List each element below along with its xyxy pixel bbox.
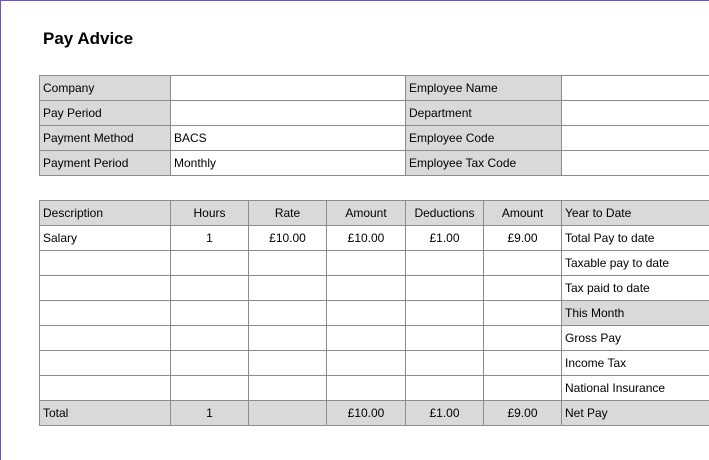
total-amount2: £9.00 bbox=[484, 401, 562, 426]
cell-amount2 bbox=[484, 251, 562, 276]
column-header: Amount bbox=[327, 201, 406, 226]
info-value bbox=[562, 126, 709, 151]
cell-hours bbox=[171, 276, 249, 301]
page-title: Pay Advice bbox=[43, 29, 134, 48]
employee-info-table bbox=[39, 75, 709, 176]
column-header: Amount bbox=[484, 201, 562, 226]
cell-hours bbox=[171, 376, 249, 401]
info-label: Payment Method bbox=[40, 126, 171, 151]
cell-rate bbox=[249, 326, 327, 351]
info-value: BACS bbox=[171, 126, 406, 151]
info-row bbox=[40, 101, 709, 126]
cell-amount2 bbox=[484, 376, 562, 401]
info-row bbox=[40, 151, 709, 176]
cell-description: Salary bbox=[40, 226, 171, 251]
cell-deductions bbox=[406, 326, 484, 351]
total-description: Total bbox=[40, 401, 171, 426]
cell-amount bbox=[327, 351, 406, 376]
info-label: Payment Period bbox=[40, 151, 171, 176]
total-hours: 1 bbox=[171, 401, 249, 426]
cell-deductions bbox=[406, 376, 484, 401]
cell-description bbox=[40, 351, 171, 376]
total-amount: £10.00 bbox=[327, 401, 406, 426]
info-label: Company bbox=[40, 76, 171, 101]
summary-label: National Insurance bbox=[562, 376, 709, 401]
table-row bbox=[40, 326, 709, 351]
column-header: Hours bbox=[171, 201, 249, 226]
summary-label: Gross Pay bbox=[562, 326, 709, 351]
table-row bbox=[40, 276, 709, 301]
info-value bbox=[562, 76, 709, 101]
info-label: Employee Tax Code bbox=[406, 151, 562, 176]
cell-rate bbox=[249, 251, 327, 276]
cell-amount bbox=[327, 376, 406, 401]
info-label: Pay Period bbox=[40, 101, 171, 126]
cell-hours bbox=[171, 326, 249, 351]
summary-label: Tax paid to date bbox=[562, 276, 709, 301]
cell-deductions bbox=[406, 351, 484, 376]
cell-deductions: £1.00 bbox=[406, 226, 484, 251]
info-value: Monthly bbox=[171, 151, 406, 176]
info-value bbox=[171, 101, 406, 126]
info-value bbox=[562, 151, 709, 176]
column-header: Deductions bbox=[406, 201, 484, 226]
total-deductions: £1.00 bbox=[406, 401, 484, 426]
column-header: Description bbox=[40, 201, 171, 226]
summary-label: Total Pay to date bbox=[562, 226, 709, 251]
cell-deductions bbox=[406, 251, 484, 276]
cell-description bbox=[40, 326, 171, 351]
cell-description bbox=[40, 376, 171, 401]
cell-hours bbox=[171, 301, 249, 326]
cell-amount: £10.00 bbox=[327, 226, 406, 251]
table-row bbox=[40, 251, 709, 276]
table-row bbox=[40, 301, 709, 326]
info-label: Employee Code bbox=[406, 126, 562, 151]
cell-rate: £10.00 bbox=[249, 226, 327, 251]
cell-hours bbox=[171, 351, 249, 376]
column-header: Rate bbox=[249, 201, 327, 226]
summary-label: Income Tax bbox=[562, 351, 709, 376]
cell-amount bbox=[327, 251, 406, 276]
info-row bbox=[40, 76, 709, 101]
cell-rate bbox=[249, 276, 327, 301]
table-row bbox=[40, 226, 709, 251]
cell-amount2 bbox=[484, 276, 562, 301]
summary-label: This Month bbox=[562, 301, 709, 326]
cell-description bbox=[40, 276, 171, 301]
cell-amount2 bbox=[484, 351, 562, 376]
info-row bbox=[40, 126, 709, 151]
table-row bbox=[40, 351, 709, 376]
total-row bbox=[40, 401, 709, 426]
net-pay-label: Net Pay bbox=[562, 401, 709, 426]
total-rate bbox=[249, 401, 327, 426]
cell-amount2: £9.00 bbox=[484, 226, 562, 251]
cell-deductions bbox=[406, 276, 484, 301]
cell-amount bbox=[327, 276, 406, 301]
cell-deductions bbox=[406, 301, 484, 326]
cell-hours: 1 bbox=[171, 226, 249, 251]
cell-amount2 bbox=[484, 326, 562, 351]
cell-description bbox=[40, 301, 171, 326]
info-value bbox=[562, 101, 709, 126]
cell-rate bbox=[249, 351, 327, 376]
cell-description bbox=[40, 251, 171, 276]
info-label: Employee Name bbox=[406, 76, 562, 101]
cell-amount2 bbox=[484, 301, 562, 326]
info-label: Department bbox=[406, 101, 562, 126]
summary-label: Taxable pay to date bbox=[562, 251, 709, 276]
payments-table bbox=[39, 200, 709, 426]
table-row bbox=[40, 376, 709, 401]
table-header-row bbox=[40, 201, 709, 226]
cell-amount bbox=[327, 301, 406, 326]
info-value bbox=[171, 76, 406, 101]
cell-rate bbox=[249, 301, 327, 326]
cell-amount bbox=[327, 326, 406, 351]
cell-hours bbox=[171, 251, 249, 276]
column-header: Year to Date bbox=[562, 201, 709, 226]
cell-rate bbox=[249, 376, 327, 401]
